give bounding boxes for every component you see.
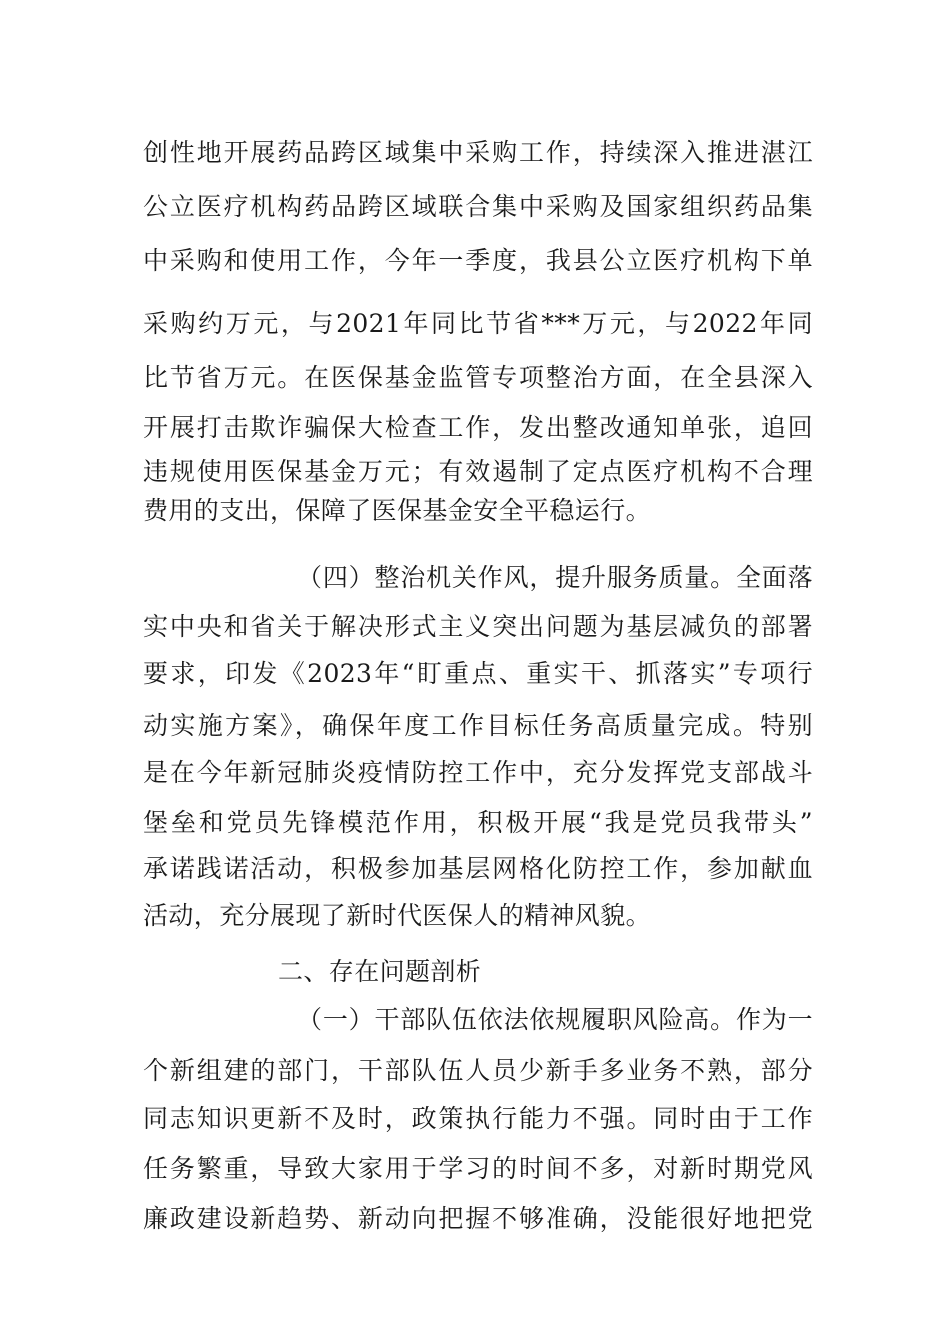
text-line: 实中央和省关于解决形式主义突出问题为基层减负的部署 xyxy=(143,612,813,641)
chapter-heading: 二、存在问题剖析 xyxy=(278,957,482,986)
section-heading-4: （四）整治机关作风，提升服务质量。全面落 xyxy=(297,563,813,592)
section-heading-1: （一）干部队伍依法依规履职风险高。作为一 xyxy=(297,1005,813,1034)
text-line: 同志知识更新不及时，政策执行能力不强。同时由于工作 xyxy=(143,1104,813,1133)
text-line: 创性地开展药品跨区域集中采购工作，持续深入推进湛江 xyxy=(143,138,813,167)
text-line: 要求，印发《2023年“盯重点、重实干、抓落实”专项行 xyxy=(143,659,813,688)
text-line: 承诺践诺活动，积极参加基层网格化防控工作，参加献血 xyxy=(143,854,813,883)
text-line: 是在今年新冠肺炎疫情防控工作中，充分发挥党支部战斗 xyxy=(143,758,813,787)
text-line: 公立医疗机构药品跨区域联合集中采购及国家组织药品集 xyxy=(143,192,813,221)
text-line: 任务繁重，导致大家用于学习的时间不多，对新时期党风 xyxy=(143,1154,813,1183)
text-line: 开展打击欺诈骗保大检查工作，发出整改通知单张，追回 xyxy=(143,413,813,442)
text-line: 动实施方案》，确保年度工作目标任务高质量完成。特别 xyxy=(143,711,813,740)
text-line: 中采购和使用工作，今年一季度，我县公立医疗机构下单 xyxy=(143,246,813,275)
text-line: 比节省万元。在医保基金监管专项整治方面，在全县深入 xyxy=(143,363,813,392)
text-line: 费用的支出，保障了医保基金安全平稳运行。 xyxy=(143,496,652,525)
text-line: 堡垒和党员先锋模范作用，积极开展“我是党员我带头” xyxy=(143,808,813,837)
text-line: 违规使用医保基金万元；有效遏制了定点医疗机构不合理 xyxy=(143,457,813,486)
text-line: 采购约万元，与2021年同比节省***万元，与2022年同 xyxy=(143,309,813,338)
text-line: 个新组建的部门，干部队伍人员少新手多业务不熟，部分 xyxy=(143,1056,813,1085)
text-line: 廉政建设新趋势、新动向把握不够准确，没能很好地把党 xyxy=(143,1204,813,1233)
text-line: 活动，充分展现了新时代医保人的精神风貌。 xyxy=(143,901,652,930)
